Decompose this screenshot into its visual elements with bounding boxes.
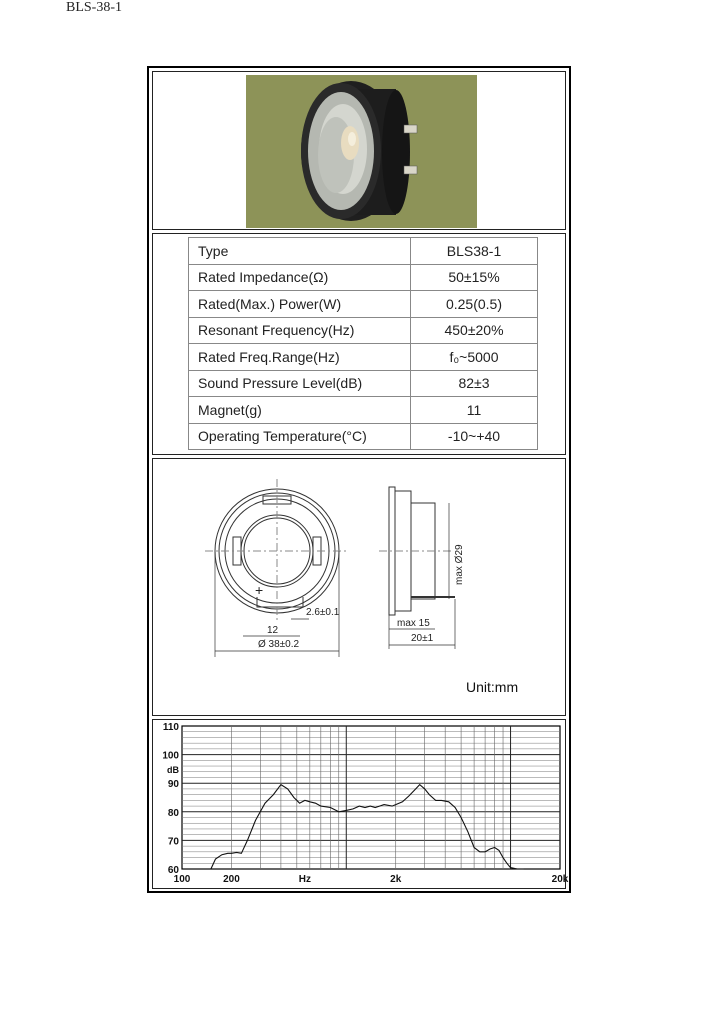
spec-label: Rated(Max.) Power(W): [189, 291, 411, 318]
spec-value: -10~+40: [411, 423, 538, 450]
dim-max-depth: max 15: [397, 618, 430, 629]
frequency-response-chart: [153, 720, 569, 888]
unit-label: Unit:mm: [466, 679, 519, 695]
spec-value: 82±3: [411, 370, 538, 397]
spec-label: Operating Temperature(°C): [189, 423, 411, 450]
y-tick-label: 70: [167, 836, 179, 848]
spec-table: [188, 237, 538, 450]
table-row: [189, 370, 538, 397]
spec-panel: [152, 233, 566, 455]
x-axis-label: Hz: [298, 874, 312, 885]
y-tick-label: 110: [162, 722, 179, 733]
spec-value: f₀~5000: [411, 344, 538, 371]
chart-panel: [152, 719, 569, 889]
x-tick-label: 200: [223, 874, 240, 885]
table-row: [189, 264, 538, 291]
dim-diameter: Ø 38±0.2: [258, 639, 300, 650]
document-label: BLS-38-1: [66, 0, 122, 15]
spec-label: Resonant Frequency(Hz): [189, 317, 411, 344]
series-line-spl: [211, 785, 524, 869]
speaker-photo-illustration: [246, 75, 477, 228]
terminal-top: [404, 125, 417, 133]
dim-max-diam: max Ø29: [454, 544, 465, 585]
terminal-bottom: [404, 166, 417, 174]
spec-label: Rated Freq.Range(Hz): [189, 344, 411, 371]
photo-panel: [152, 71, 566, 230]
speaker-cap-highlight: [348, 132, 356, 146]
spec-value: 11: [411, 397, 538, 424]
dim-terminal: 2.6±0.1: [306, 607, 340, 618]
table-row: [189, 317, 538, 344]
x-tick-label: 20k: [551, 874, 569, 885]
spec-value: 0.25(0.5): [411, 291, 538, 318]
table-row: [189, 423, 538, 450]
y-tick-label: 100: [162, 750, 179, 762]
table-row: [189, 238, 538, 265]
y-tick-label: 60: [167, 865, 179, 876]
chart-labels: [162, 722, 568, 885]
chart-curve: [211, 785, 524, 869]
spec-label: Type: [189, 238, 411, 265]
y-tick-label: 90: [167, 779, 179, 791]
x-tick-label: 100: [173, 874, 191, 885]
product-photo: [246, 75, 477, 228]
y-axis-label: dB: [167, 764, 179, 775]
spec-label: Rated Impedance(Ω): [189, 264, 411, 291]
polarity-mark: +: [255, 582, 264, 598]
spec-value: 450±20%: [411, 317, 538, 344]
spec-label: Sound Pressure Level(dB): [189, 370, 411, 397]
spec-value: 50±15%: [411, 264, 538, 291]
chart-grid: [182, 726, 560, 869]
table-row: [189, 344, 538, 371]
mechanical-drawing: [153, 459, 565, 715]
table-row: [189, 291, 538, 318]
y-tick-label: 80: [167, 807, 179, 819]
spec-label: Magnet(g): [189, 397, 411, 424]
dim-depth: 20±1: [411, 633, 434, 644]
x-tick-label: 2k: [390, 874, 402, 885]
datasheet: [147, 66, 571, 893]
spec-value: BLS38-1: [411, 238, 538, 265]
table-row: [189, 397, 538, 424]
drawing-panel: [152, 458, 566, 716]
dim-offset: 12: [267, 625, 279, 636]
speaker-rear-rim: [382, 90, 410, 214]
